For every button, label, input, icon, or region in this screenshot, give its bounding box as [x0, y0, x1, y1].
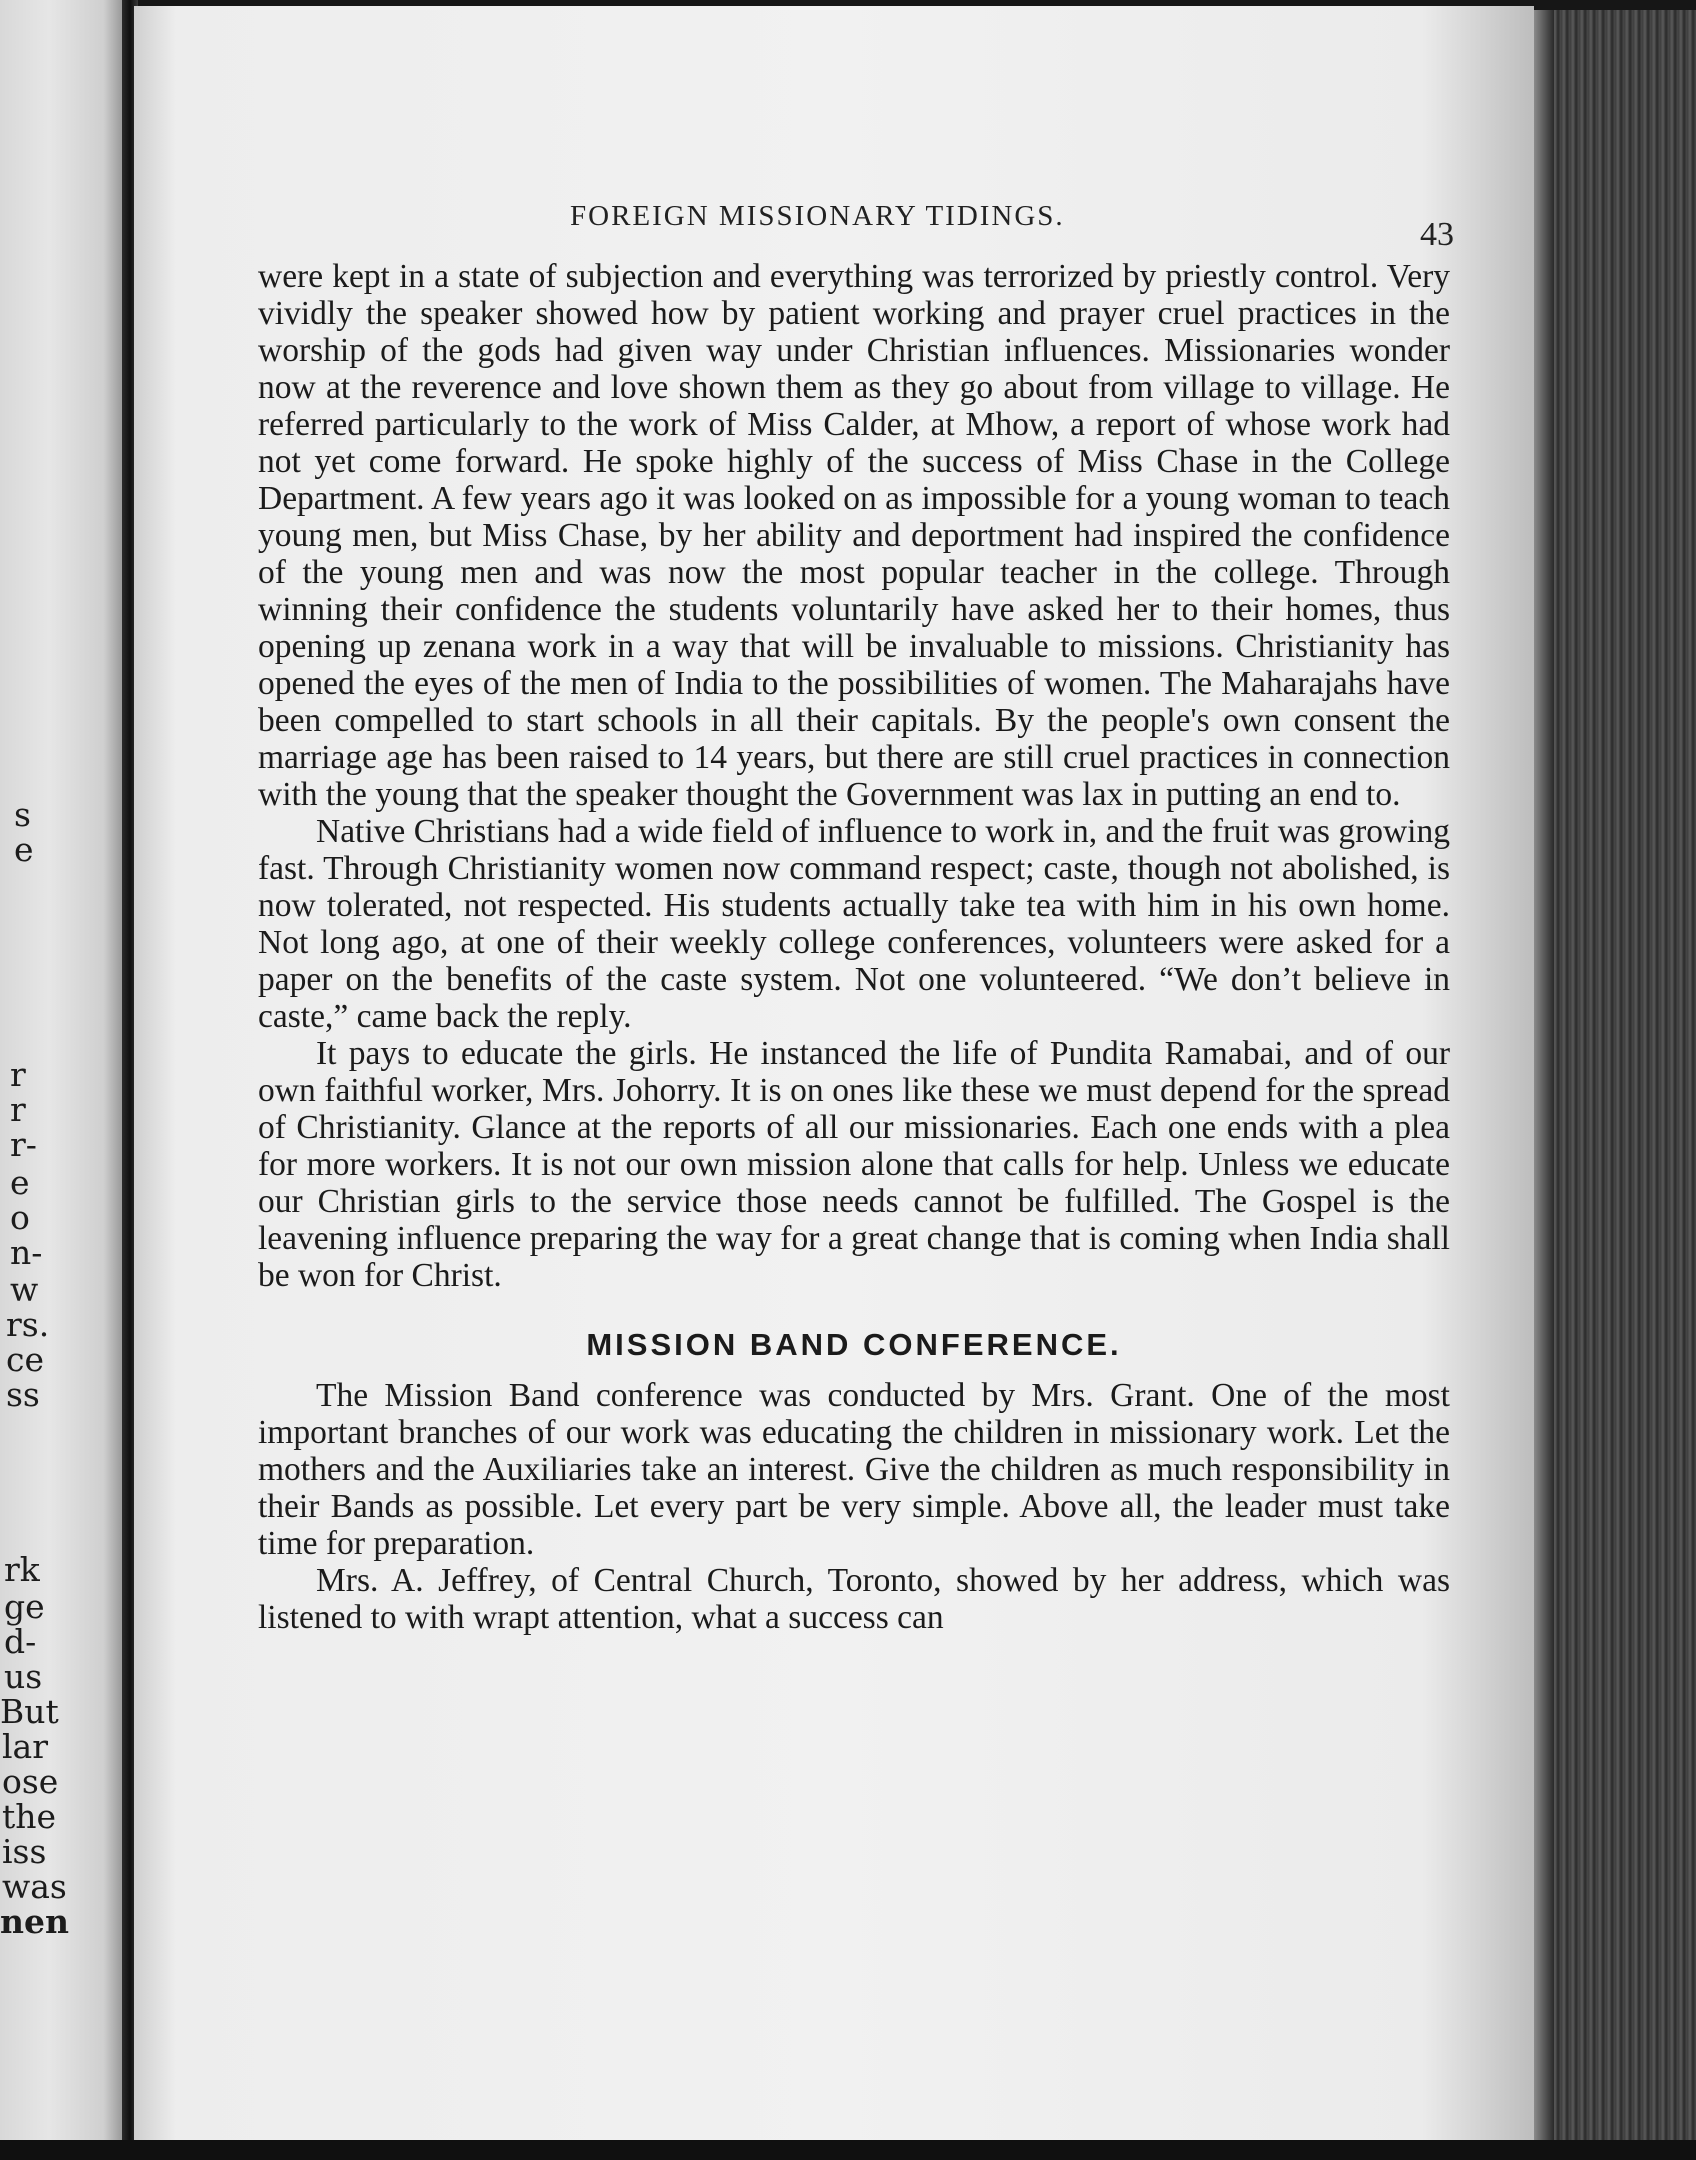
- page-number: 43: [1420, 216, 1454, 253]
- paragraph: Mrs. A. Jeffrey, of Central Church, Toronto, showed by her address, which was listened to with wrapt attention, what a success can: [258, 1562, 1450, 1636]
- paragraph: It pays to educate the girls. He instanced the life of Pundita Ramabai, and of our own faithful worker, Mrs. Johorry. It is on ones like these we must depend for the spread of Christianity. Glance at the reports of all our missionaries. Each one ends with a plea for more workers. It is not our own mission alone that calls for help. Unless we educate our Christian girls to the service those needs cannot be fulfilled. The Gospel is the leavening influence preparing the way for a great change that is coming when India shall be won for Christ.: [258, 1035, 1450, 1294]
- left-fragment: the: [2, 1797, 57, 1836]
- running-head: FOREIGN MISSIONARY TIDINGS.: [570, 200, 1065, 232]
- left-fragment: s: [14, 795, 31, 834]
- left-fragment: d-: [4, 1622, 37, 1661]
- left-fragment: e: [10, 1163, 30, 1202]
- left-fragment: us: [4, 1657, 43, 1696]
- left-fragment: r: [10, 1090, 26, 1129]
- left-fragment: But: [0, 1692, 59, 1731]
- paragraph: Native Christians had a wide field of influence to work in, and the fruit was growing fast. Through Christianity women now command respect; caste, though not abolished, is now tolerated, not respected. His students actually take tea with him in his own home. Not long ago, at one of their weekly college conferences, volunteers were asked for a paper on the benefits of the caste system. Not one volunteered. “We don’t believe in caste,” came back the reply.: [258, 813, 1450, 1035]
- paragraph: The Mission Band conference was conducted by Mrs. Grant. One of the most important branches of our work was educating the children in missionary work. Let the mothers and the Auxiliaries take an interest. Give the children as much responsibility in their Bands as possible. Let every part be very simple. Above all, the leader must take time for preparation.: [258, 1377, 1450, 1562]
- scan-bottom-edge: [0, 2140, 1696, 2160]
- left-page-text-fragments: [0, 0, 122, 2160]
- left-fragment: rs.: [6, 1305, 50, 1344]
- article-body: [258, 258, 1450, 1636]
- left-fragment: e: [14, 830, 34, 869]
- left-fragment: w: [10, 1270, 39, 1309]
- left-fragment: r: [10, 1055, 26, 1094]
- left-fragment: iss: [2, 1832, 47, 1871]
- left-fragment: ose: [2, 1762, 59, 1801]
- left-fragment: lar: [2, 1727, 49, 1766]
- paragraph: were kept in a state of subjection and everything was terrorized by priestly control. Very vividly the speaker showed how by patient working and prayer cruel practices in the worship of the gods had given way under Christian influences. Missionaries wonder now at the reverence and love shown them as they go about from village to village. He referred particularly to the work of Miss Calder, at Mhow, a report of whose work had not yet come forward. He spoke highly of the success of Miss Chase in the College Department. A few years ago it was looked on as impossible for a young woman to teach young men, but Miss Chase, by her ability and deportment had inspired the confidence of the young men and was now the most popular teacher in the college. Through winning their confidence the students voluntarily have asked her to their homes, thus opening up zenana work in a way that will be invaluable to missions. Christianity has opened the eyes of the men of India to the possibilities of women. The Maharajahs have been compelled to start schools in all their capitals. By the people's own consent the marriage age has been raised to 14 years, but there are still cruel practices in connection with the young that the speaker thought the Government was lax in putting an end to.: [258, 258, 1450, 813]
- left-fragment: ce: [6, 1340, 45, 1379]
- left-fragment: o: [10, 1198, 30, 1237]
- book-page-edges: [1534, 10, 1696, 2160]
- section-heading: MISSION BAND CONFERENCE.: [586, 1327, 1122, 1362]
- left-fragment: was: [2, 1867, 67, 1906]
- left-facing-page: [0, 0, 122, 2160]
- book-page-edges-shade: [1534, 10, 1554, 2160]
- left-fragment: r-: [10, 1125, 37, 1164]
- left-fragment: rk: [4, 1550, 40, 1589]
- left-fragment: ge: [4, 1587, 45, 1626]
- left-fragment: n-: [10, 1233, 43, 1272]
- left-fragment: ss: [6, 1375, 40, 1414]
- left-fragment: nen: [0, 1902, 69, 1941]
